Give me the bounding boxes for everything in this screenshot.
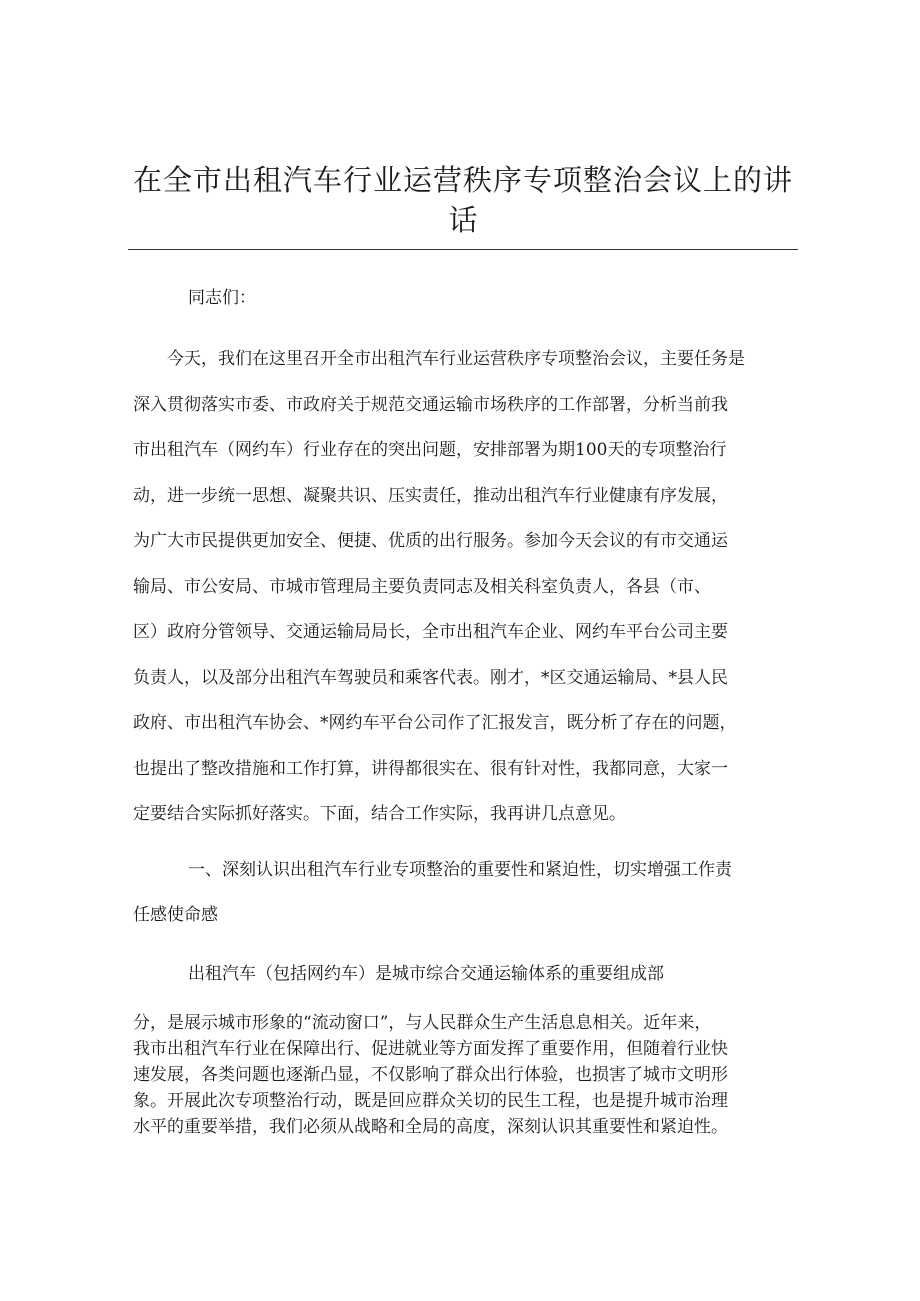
paragraph-line: 输局、市公安局、市城市管理局主要负责同志及相关科室负责人，各县（市、 [133, 576, 711, 597]
paragraph-line: 动，进一步统一思想、凝聚共识、压实责任，推动出租汽车行业健康有序发展， [133, 485, 728, 506]
heading-line: 一、深刻认识出租汽车行业专项整治的重要性和紧迫性，切实增强工作责 [188, 860, 732, 880]
paragraph-line: 今天，我们在这里召开全市出租汽车行业运营秩序专项整治会议，主要任务是 [167, 349, 745, 369]
title-underline [128, 249, 798, 250]
paragraph-line: 分，是展示城市形象的“流动窗口”，与人民群众生产生活息息相关。近年来， [133, 1013, 712, 1033]
paragraph-2-first-line: 出租汽车（包括网约车）是城市综合交通运输体系的重要组成部 [188, 964, 664, 984]
paragraph-2 [133, 1010, 798, 1140]
paragraph-line: 市出租汽车（网约车）行业存在的突出问题，安排部署为期100天的专项整治行 [133, 440, 727, 460]
paragraph-line: 负责人，以及部分出租汽车驾驶员和乘客代表。刚才，*区交通运输局、*县人民 [133, 667, 728, 688]
paragraph-line: 速发展，各类问题也逐渐凸显，不仅影响了群众出行体验，也损害了城市文明形 [133, 1065, 728, 1085]
document-title [128, 160, 798, 240]
paragraph-line: 为广大市民提供更加安全、便捷、优质的出行服务。参加今天会议的有市交通运 [133, 531, 728, 551]
paragraph-line: 水平的重要举措，我们必须从战略和全局的高度，深刻认识其重要性和紧迫性。 [133, 1117, 728, 1137]
paragraph-intro [133, 337, 798, 838]
paragraph-line: 区）政府分管领导、交通运输局局长，全市出租汽车企业、网约车平台公司主要 [133, 622, 728, 642]
paragraph-line: 深入贯彻落实市委、市政府关于规范交通运输市场秩序的工作部署，分析当前我 [133, 394, 728, 415]
title-line-2: 话 [448, 203, 478, 237]
salutation: 同志们： [188, 288, 256, 308]
paragraph-line: 政府、市出租汽车协会、*网约车平台公司作了汇报发言，既分析了存在的问题， [133, 713, 737, 733]
paragraph-line: 象。开展此次专项整治行动，既是回应群众关切的民生工程，也是提升城市治理 [133, 1091, 728, 1111]
section-heading-1 [133, 848, 798, 938]
heading-line: 任感使命感 [133, 905, 218, 925]
paragraph-line: 定要结合实际抓好落实。下面，结合工作实际，我再讲几点意见。 [133, 804, 626, 824]
paragraph-line: 我市出租汽车行业在保障出行、促进就业等方面发挥了重要作用，但随着行业快 [133, 1039, 728, 1059]
title-line-1: 在全市出租汽车行业运营秩序专项整治会议上的讲 [132, 163, 793, 197]
paragraph-line: 也提出了整改措施和工作打算，讲得都很实在、很有针对性，我都同意，大家一 [133, 758, 728, 779]
